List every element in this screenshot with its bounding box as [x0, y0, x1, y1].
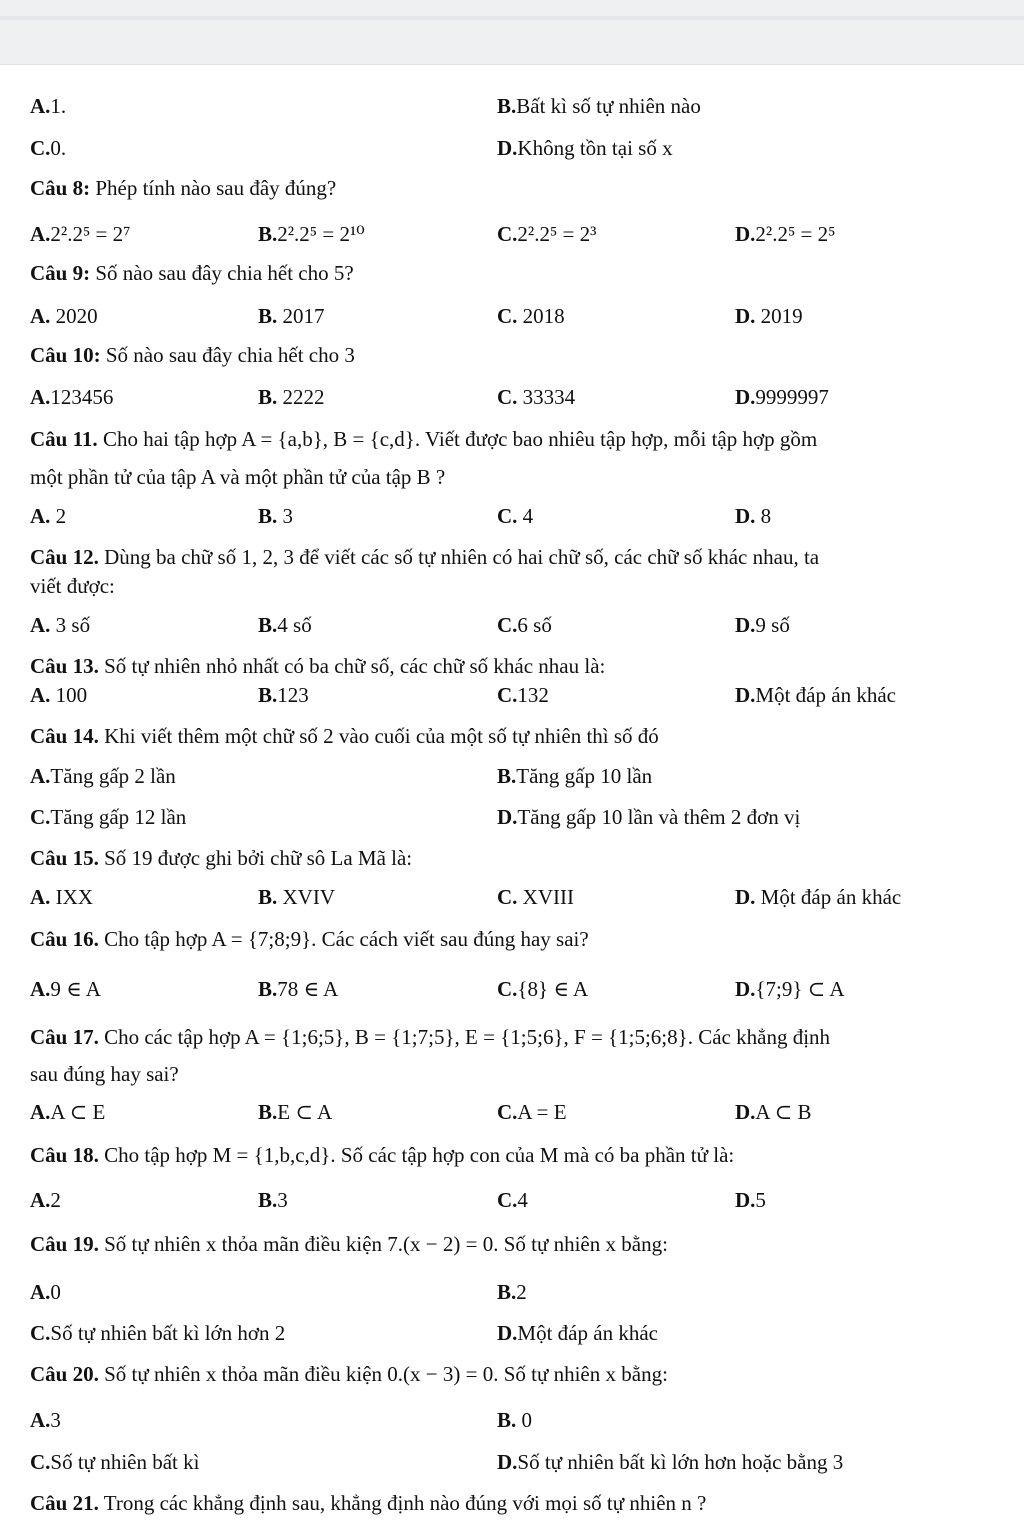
q16-option-a: A.9 ∈ A — [30, 977, 101, 1001]
q18-option-a: A.2 — [30, 1188, 61, 1212]
question-8: Câu 8: Phép tính nào sau đây đúng? — [30, 176, 337, 200]
question-12-line-2: viết được: — [30, 574, 115, 598]
q12-option-b: B.4 số — [258, 613, 312, 637]
q17-option-a: A.A ⊂ E — [30, 1100, 106, 1124]
q15-option-c: C. XVIII — [497, 885, 574, 909]
q16-option-c: C.{8} ∈ A — [497, 977, 589, 1001]
question-14: Câu 14. Khi viết thêm một chữ số 2 vào cuối của một số tự nhiên thì số đó — [30, 724, 659, 748]
q10-option-c: C. 33334 — [497, 385, 576, 409]
q8-option-c: C.2².2⁵ = 2³ — [497, 222, 597, 246]
q8-option-d: D.2².2⁵ = 2⁵ — [735, 222, 836, 246]
q12-option-d: D.9 số — [735, 613, 790, 637]
q16-option-b: B.78 ∈ A — [258, 977, 339, 1001]
prev-option-c: C.0. — [30, 136, 67, 160]
q9-option-b: B. 2017 — [258, 304, 325, 328]
question-9: Câu 9: Số nào sau đây chia hết cho 5? — [30, 261, 354, 285]
q20-option-c: C.Số tự nhiên bất kì — [30, 1450, 200, 1474]
q20-option-d: D.Số tự nhiên bất kì lớn hơn hoặc bằng 3 — [497, 1450, 844, 1474]
q8-option-a: A.2².2⁵ = 2⁷ — [30, 222, 131, 246]
q10-option-a: A.123456 — [30, 385, 114, 409]
q14-option-a: A.Tăng gấp 2 lần — [30, 764, 176, 788]
prev-option-d: D.Không tồn tại số x — [497, 136, 673, 160]
q18-option-c: C.4 — [497, 1188, 528, 1212]
q17-option-b: B.E ⊂ A — [258, 1100, 333, 1124]
question-10: Câu 10: Số nào sau đây chia hết cho 3 — [30, 343, 355, 367]
q17-option-d: D.A ⊂ B — [735, 1100, 812, 1124]
q11-option-c: C. 4 — [497, 504, 534, 528]
q12-option-a: A. 3 số — [30, 613, 91, 637]
question-16: Câu 16. Cho tập hợp A = {7;8;9}. Các cách viết sau đúng hay sai? — [30, 927, 589, 951]
q14-option-c: C.Tăng gấp 12 lần — [30, 805, 187, 829]
question-11: Câu 11. Cho hai tập hợp A = {a,b}, B = {c,d}. Viết được bao nhiêu tập hợp, mỗi tập hợp gồm — [30, 427, 818, 451]
viewer-top-strip — [0, 16, 1024, 20]
q11-option-b: B. 3 — [258, 504, 294, 528]
question-12: Câu 12. Dùng ba chữ số 1, 2, 3 để viết các số tự nhiên có hai chữ số, các chữ số khác nhau, ta — [30, 545, 820, 569]
question-18: Câu 18. Cho tập hợp M = {1,b,c,d}. Số các tập hợp con của M mà có ba phần tử là: — [30, 1143, 735, 1167]
q20-option-a: A.3 — [30, 1408, 61, 1432]
q15-option-a: A. IXX — [30, 885, 93, 909]
question-19: Câu 19. Số tự nhiên x thỏa mãn điều kiện 7.(x − 2) = 0. Số tự nhiên x bằng: — [30, 1232, 668, 1256]
question-17-line-2: sau đúng hay sai? — [30, 1062, 179, 1086]
q18-option-d: D.5 — [735, 1188, 766, 1212]
question-15: Câu 15. Số 19 được ghi bởi chữ sô La Mã là: — [30, 846, 413, 870]
q13-option-d: D.Một đáp án khác — [735, 683, 896, 707]
question-21: Câu 21. Trong các khẳng định sau, khẳng định nào đúng với mọi số tự nhiên n ? — [30, 1491, 707, 1515]
q8-option-b: B.2².2⁵ = 2¹⁰ — [258, 222, 365, 246]
question-11-line-2: một phần tử của tập A và một phần tử của tập B ? — [30, 465, 446, 489]
q14-option-d: D.Tăng gấp 10 lần và thêm 2 đơn vị — [497, 805, 801, 829]
q13-option-c: C.132 — [497, 683, 549, 707]
q9-option-a: A. 2020 — [30, 304, 98, 328]
q12-option-c: C.6 số — [497, 613, 552, 637]
question-13: Câu 13. Số tự nhiên nhỏ nhất có ba chữ số, các chữ số khác nhau là: — [30, 654, 606, 678]
q11-option-d: D. 8 — [735, 504, 772, 528]
q14-option-b: B.Tăng gấp 10 lần — [497, 764, 653, 788]
q18-option-b: B.3 — [258, 1188, 288, 1212]
q11-option-a: A. 2 — [30, 504, 67, 528]
q17-option-c: C.A = E — [497, 1100, 567, 1124]
q9-option-c: C. 2018 — [497, 304, 565, 328]
q10-option-d: D.9999997 — [735, 385, 829, 409]
q15-option-b: B. XVIV — [258, 885, 336, 909]
q10-option-b: B. 2222 — [258, 385, 325, 409]
q9-option-d: D. 2019 — [735, 304, 803, 328]
q19-option-c: C.Số tự nhiên bất kì lớn hơn 2 — [30, 1321, 286, 1345]
q20-option-b: B. 0 — [497, 1408, 533, 1432]
question-17: Câu 17. Cho các tập hợp A = {1;6;5}, B = {1;7;5}, E = {1;5;6}, F = {1;5;6;8}. Các khẳng định — [30, 1025, 831, 1049]
prev-option-b: B.Bất kì số tự nhiên nào — [497, 94, 701, 118]
q19-option-a: A.0 — [30, 1280, 61, 1304]
prev-option-a: A.1. — [30, 94, 67, 118]
q19-option-b: B.2 — [497, 1280, 527, 1304]
q19-option-d: D.Một đáp án khác — [497, 1321, 658, 1345]
q13-option-a: A. 100 — [30, 683, 88, 707]
question-20: Câu 20. Số tự nhiên x thỏa mãn điều kiện 0.(x − 3) = 0. Số tự nhiên x bằng: — [30, 1362, 668, 1386]
q16-option-d: D.{7;9} ⊂ A — [735, 977, 845, 1001]
q13-option-b: B.123 — [258, 683, 309, 707]
document-page — [0, 66, 1024, 1524]
viewer-top-bar — [0, 0, 1024, 65]
q15-option-d: D. Một đáp án khác — [735, 885, 902, 909]
